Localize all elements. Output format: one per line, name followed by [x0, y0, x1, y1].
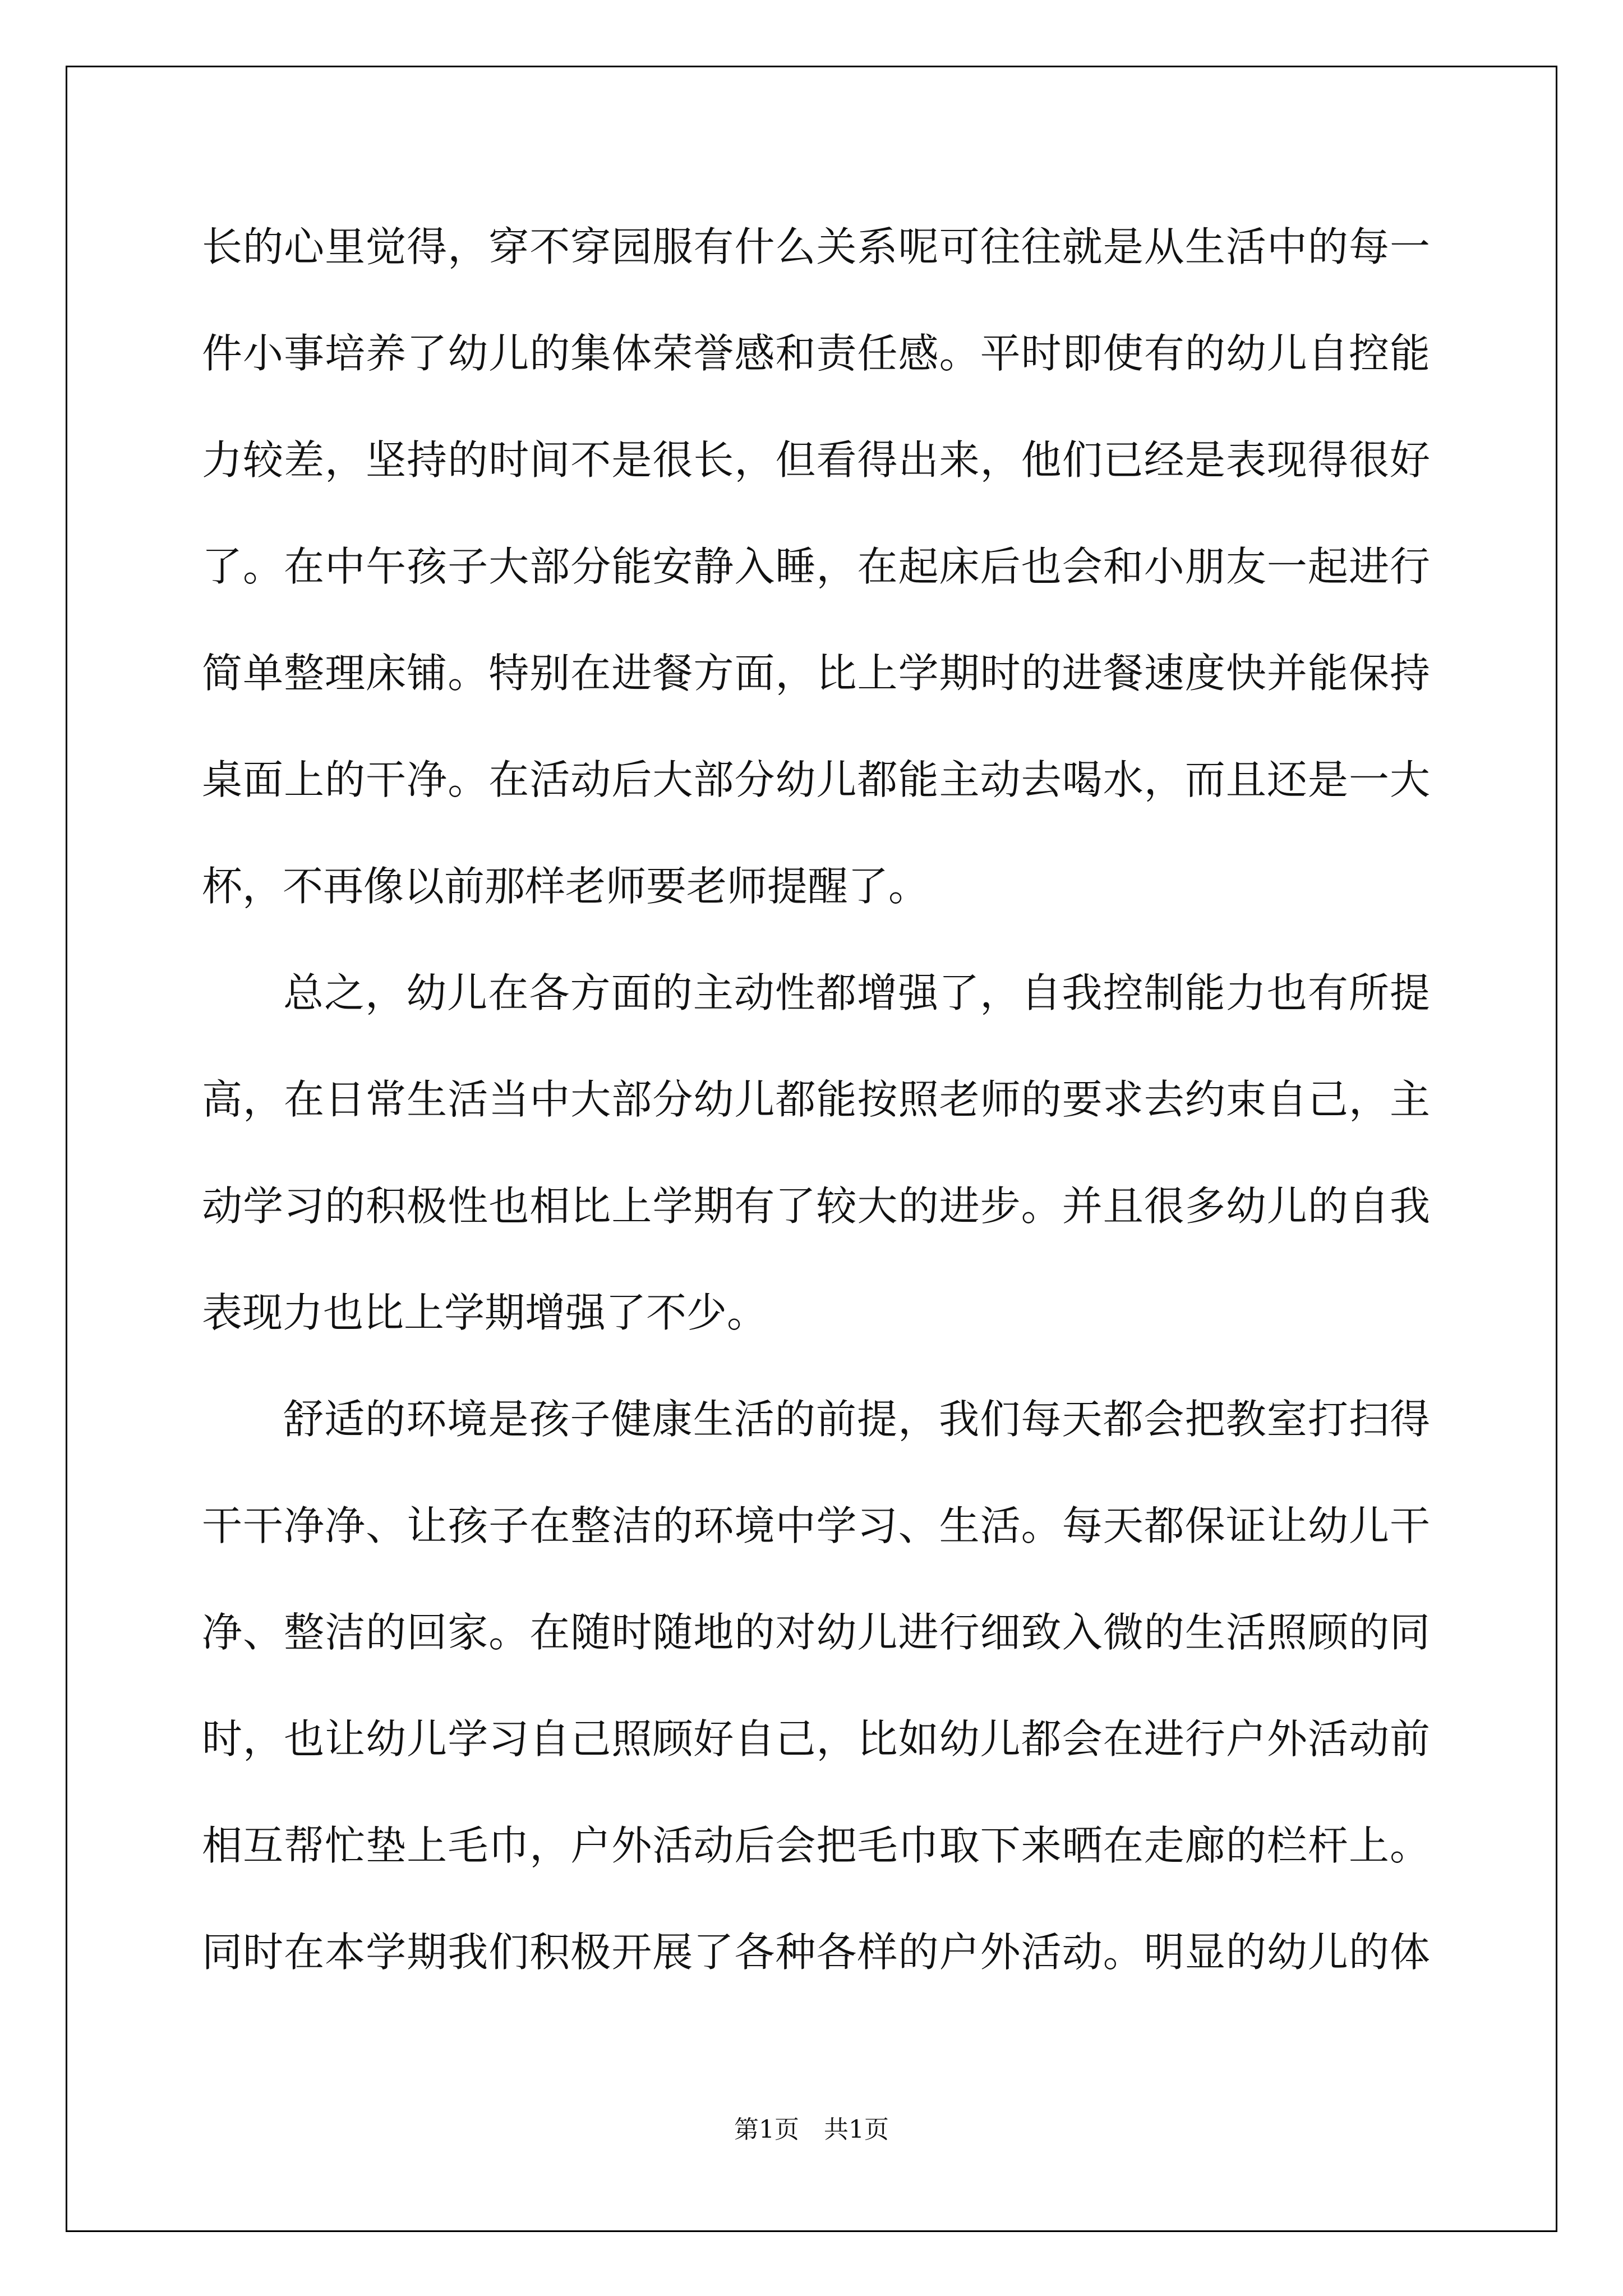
text-line: 简单整理床铺。特别在进餐方面，比上学期时的进餐速度快并能保持 [202, 650, 1430, 697]
text-line: 同时在本学期我们积极开展了各种各样的户外活动。明显的幼儿的体 [202, 1929, 1430, 1976]
text-line: 杯，不再像以前那样老师要老师提醒了。 [202, 863, 929, 910]
paragraph-first-line: 总之，幼儿在各方面的主动性都增强了，自我控制能力也有所提 [283, 969, 1430, 1016]
text-line: 时，也让幼儿学习自己照顾好自己，比如幼儿都会在进行户外活动前 [202, 1715, 1430, 1763]
text-line: 表现力也比上学期增强了不少。 [202, 1289, 768, 1336]
document-body [202, 194, 1430, 2005]
text-line: 高，在日常生活当中大部分幼儿都能按照老师的要求去约束自己，主 [202, 1076, 1430, 1123]
text-line: 桌面上的干净。在活动后大部分幼儿都能主动去喝水，而且还是一大 [202, 756, 1430, 803]
page-number: 第1页 [734, 2115, 799, 2144]
text-line: 长的心里觉得，穿不穿园服有什么关系呢可往往就是从生活中的每一 [202, 223, 1430, 270]
text-line: 净、整洁的回家。在随时随地的对幼儿进行细致入微的生活照顾的同 [202, 1609, 1430, 1656]
paragraph-first-line: 舒适的环境是孩子健康生活的前提，我们每天都会把教室打扫得 [283, 1396, 1430, 1443]
text-line: 力较差，坚持的时间不是很长，但看得出来，他们已经是表现得很好 [202, 436, 1430, 484]
text-line: 相互帮忙垫上毛巾，户外活动后会把毛巾取下来晒在走廊的栏杆上。 [202, 1822, 1430, 1869]
text-line: 件小事培养了幼儿的集体荣誉感和责任感。平时即使有的幼儿自控能 [202, 330, 1430, 377]
text-line: 动学习的积极性也相比上学期有了较大的进步。并且很多幼儿的自我 [202, 1182, 1430, 1230]
text-line: 了。在中午孩子大部分能安静入睡，在起床后也会和小朋友一起进行 [202, 543, 1430, 590]
page-footer [0, 2109, 1623, 2145]
total-pages: 共1页 [824, 2115, 889, 2144]
text-line: 干干净净、让孩子在整洁的环境中学习、生活。每天都保证让幼儿干 [202, 1502, 1430, 1549]
